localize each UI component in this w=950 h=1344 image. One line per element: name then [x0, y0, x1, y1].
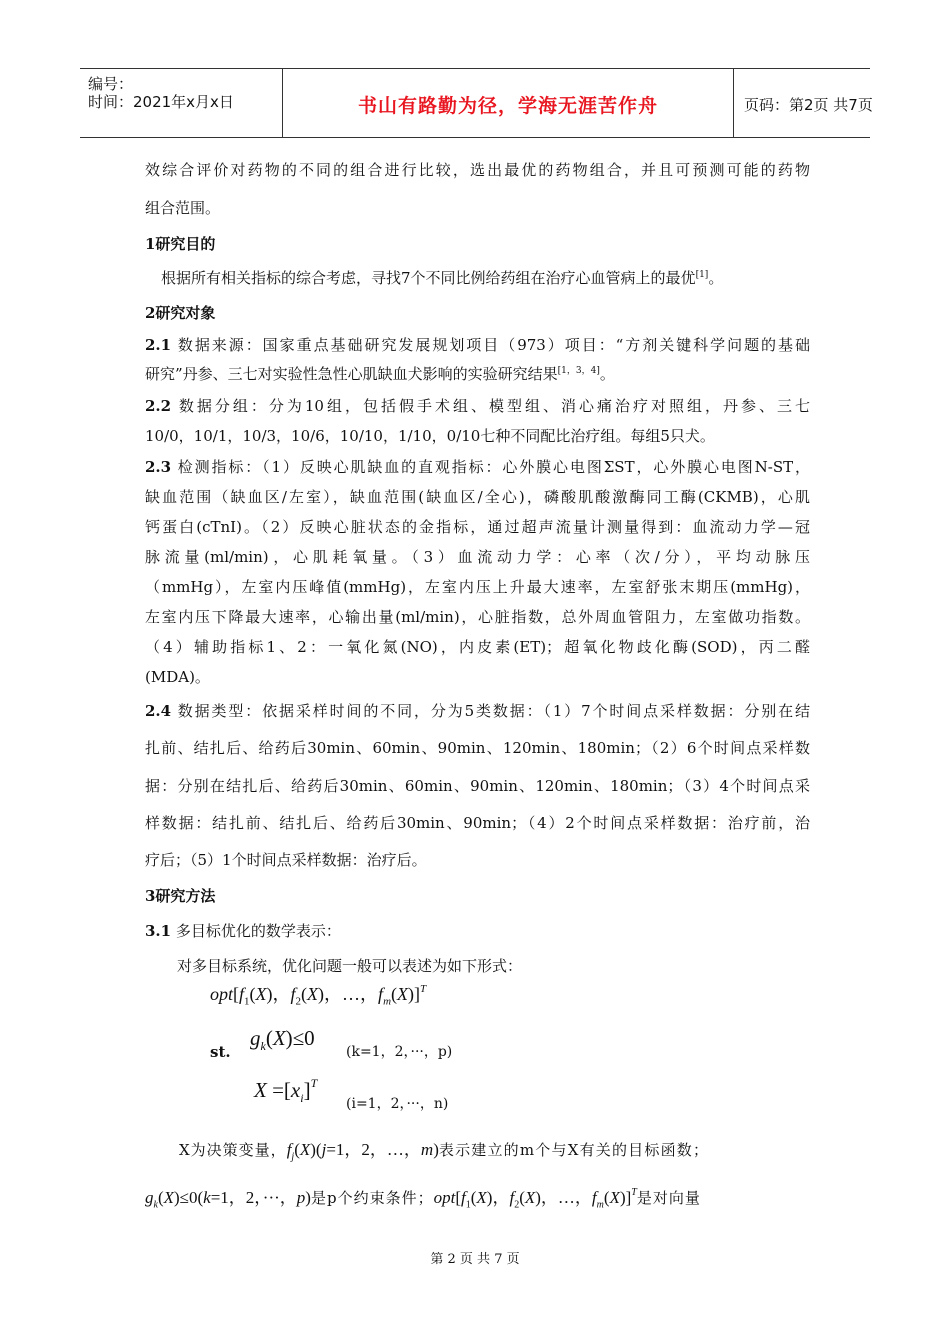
para-line: 2.4 数据类型：依据采样时间的不同，分为5类数据：（1）7个时间点采样数据：分别在结	[145, 702, 810, 720]
page-header	[80, 68, 873, 138]
citation: [1]	[695, 270, 709, 280]
formula-constraint: $g_k(X)\le 0$	[250, 1026, 315, 1054]
para-line: （4）辅助指标1、2：一氧化氮(NO)，内皮素(ET)；超氧化物歧化酶(SOD)，丙二醛	[145, 638, 810, 656]
header-motto-cell	[282, 69, 734, 137]
para-line: 组合范围。	[145, 199, 221, 217]
citation: [1，3，4]	[557, 366, 600, 376]
para-line: 效综合评价对药物的不同的组合进行比较，选出最优的药物组合，并且可预测可能的药物	[145, 161, 810, 179]
para-line: $g_k(X)\le 0(k=1$，2，···，p)是p个约束条件；$opt[f_1(X)$，$f_2(X)$，…，$f_m(X)]^T$是对向量	[145, 1187, 701, 1211]
number-label: 编号：	[88, 75, 134, 93]
para-line: 左室内压下降最大速率，心输出量(ml/min)，心脏指数，总外周血管阻力，左室做功指数。	[145, 608, 810, 626]
i-range: (i=1，2，···，n)	[346, 1096, 449, 1112]
page-label: 页码：第2页 共7页	[744, 96, 873, 114]
header-info-cell	[80, 69, 282, 137]
formula-opt: $opt[f_1(X)$，$f_2(X)$，…，$f_m(X)]^T$	[210, 983, 427, 1008]
para-line: 扎前、结扎后、给药后30min、60min、90min、120min、180min；（2）6个时间点采样数	[145, 739, 810, 757]
page-footer: 第 2 页 共 7 页	[430, 1252, 520, 1267]
para-line: 2.1 数据来源：国家重点基础研究发展规划项目（973）项目：“方剂关键科学问题的基础	[145, 336, 810, 354]
para-line: (MDA)。	[145, 668, 210, 686]
para-line: 脉流量(ml/min)，心肌耗氧量。（3）血流动力学：心率（次/分），平均动脉压	[145, 548, 810, 566]
para-line: 缺血范围（缺血区/左室），缺血范围(缺血区/全心)，磷酸肌酸激酶同工酶(CKMB)，心肌	[145, 488, 810, 506]
para-line: 2.2 数据分组：分为10组，包括假手术组、模型组、消心痛治疗对照组，丹参、三七	[145, 397, 810, 415]
para-line: 对多目标系统，优化问题一般可以表述为如下形式：	[177, 957, 523, 975]
para-line: 疗后；（5）1个时间点采样数据：治疗后。	[145, 851, 427, 869]
para-line: X为决策变量，$f_j(X)(j=1$，2，…，m)表示建立的m个与X有关的目标函数；	[179, 1140, 710, 1163]
motto: 书山有路勤为径，学海无涯苦作舟	[357, 95, 658, 117]
k-range: (k=1，2，···，p)	[346, 1044, 453, 1060]
para-line: 据：分别在结扎后、给药后30min、60min、90min、120min、180min；（3）4个时间点采	[145, 777, 810, 795]
para-line: 研究”丹参、三七对实验性急性心肌缺血犬影响的实验研究结果[1，3，4]。	[145, 365, 615, 383]
section-title: 2研究对象	[145, 304, 216, 322]
para-line: 3.1 多目标优化的数学表示：	[145, 922, 341, 940]
para-line: 2.3 检测指标：（1）反映心肌缺血的直观指标：心外膜心电图ΣST，心外膜心电图N-ST，	[145, 458, 810, 476]
para-line: 钙蛋白(cTnI)。（2）反映心脏状态的金指标，通过超声流量计测量得到：血流动力学—冠	[145, 518, 810, 536]
date-label: 时间：2021年x月x日	[88, 93, 234, 111]
section-title: 1研究目的	[145, 235, 216, 253]
para-line: （mmHg），左室内压峰值(mmHg)，左室内压上升最大速率，左室舒张末期压(mmHg)，	[145, 578, 810, 596]
header-page-cell	[734, 69, 873, 137]
para-line: 根据所有相关指标的综合考虑，寻找7个不同比例给药组在治疗心血管病上的最优[1]。	[161, 269, 724, 287]
formula-x: $X =[x_i]^T$	[254, 1076, 318, 1106]
st-label: st.	[210, 1043, 231, 1061]
para-line: 10/0，10/1，10/3，10/6，10/10，1/10，0/10七种不同配比治疗组。每组5只犬。	[145, 427, 715, 445]
para-line: 样数据：结扎前、结扎后、给药后30min、90min；（4）2个时间点采样数据：治疗前，治	[145, 814, 810, 832]
section-title: 3研究方法	[145, 887, 216, 905]
